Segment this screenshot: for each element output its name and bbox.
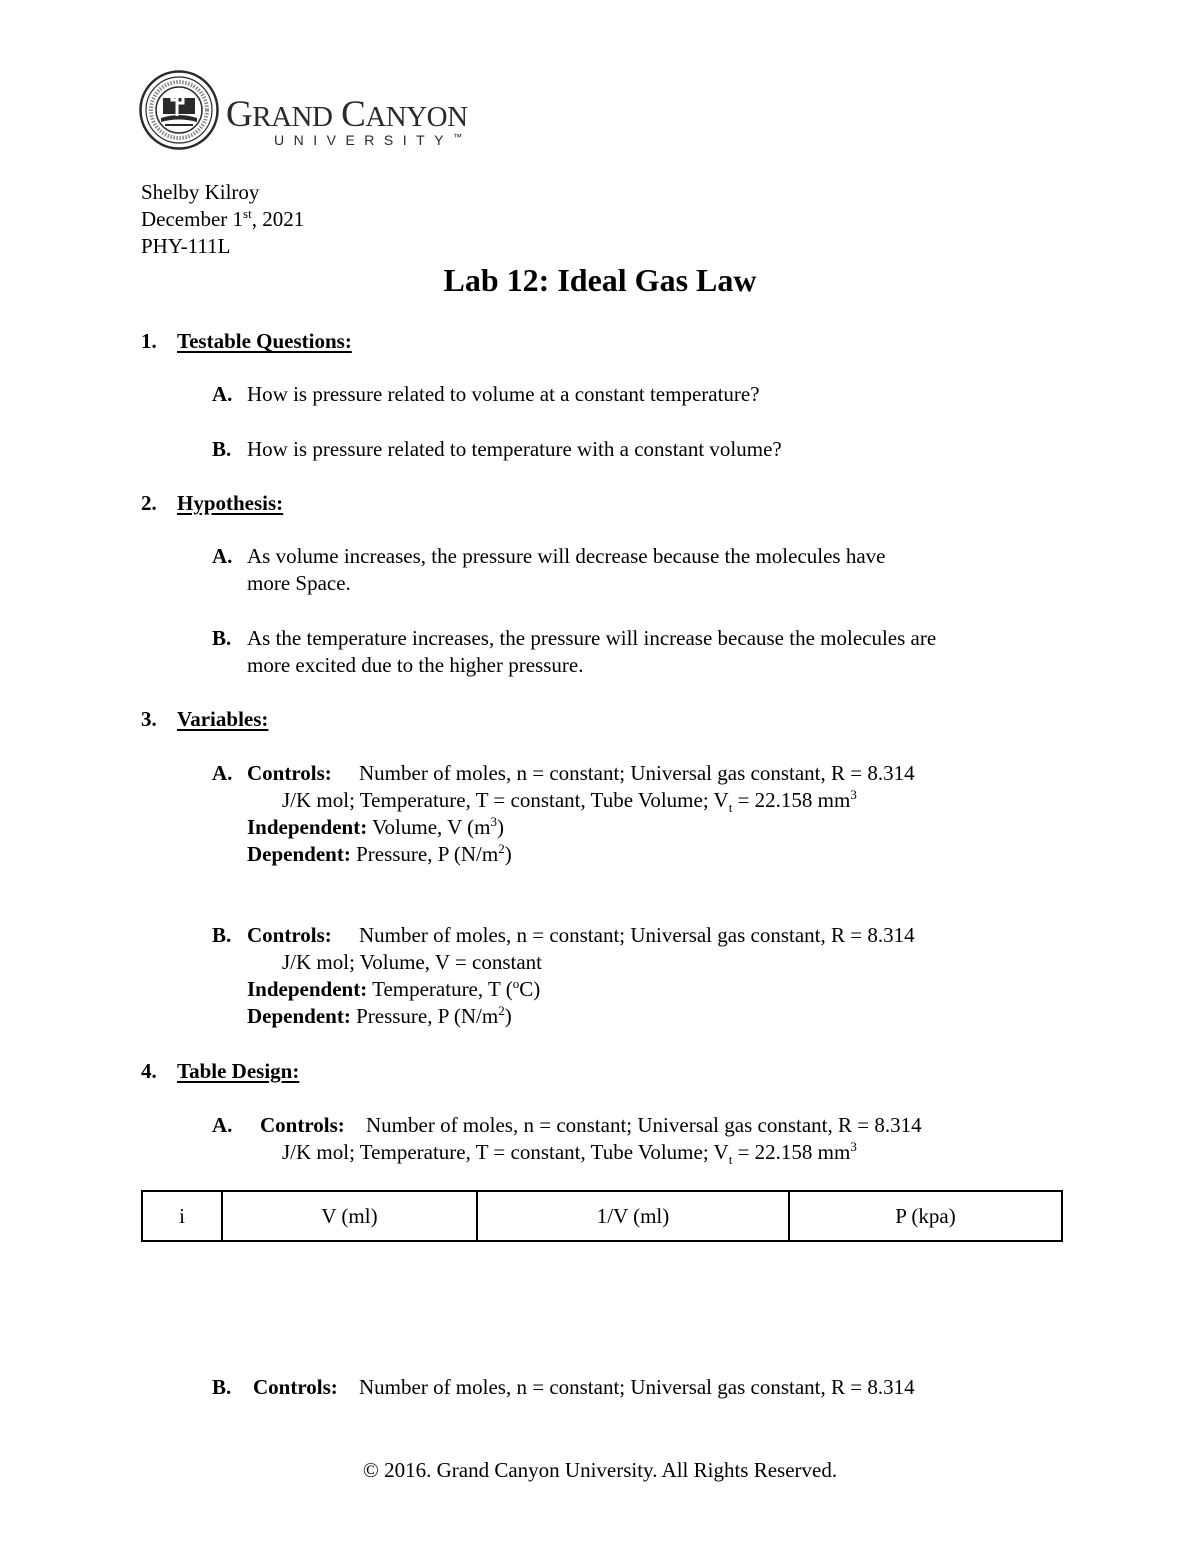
section-3-number: 3. xyxy=(141,707,157,731)
section-4-a-label: A. xyxy=(212,1113,233,1137)
trademark-symbol: ™ xyxy=(453,132,463,142)
wordmark-anyon: ANYON xyxy=(365,101,468,133)
section-3-heading: Variables: xyxy=(177,707,269,731)
section-2-a-line2: more Space. xyxy=(247,571,351,595)
university-logo xyxy=(139,70,499,152)
section-2-a-label: A. xyxy=(212,544,233,568)
section-3-b-controls-label: Controls: xyxy=(247,923,332,947)
section-4-a-controls-label: Controls: xyxy=(260,1113,345,1137)
section-2-b-label: B. xyxy=(212,626,232,650)
page-footer: © 2016. Grand Canyon University. All Rights Reserved. xyxy=(362,1458,838,1482)
section-1-b-label: B. xyxy=(212,437,232,461)
section-4-a-controls-line2: J/K mol; Temperature, T = constant, Tube Volume; $V_t = 22.158$ $mm^3$ xyxy=(282,1139,857,1168)
section-3-b-controls-line1: Number of moles, n = constant; Universal gas constant, R = 8.314 xyxy=(359,923,915,947)
section-3-b-controls-line2: J/K mol; Volume, V = constant xyxy=(282,950,542,974)
table-header-cell: V (ml) xyxy=(222,1191,477,1241)
wordmark-initial-g: G xyxy=(226,94,253,135)
section-2-heading: Hypothesis: xyxy=(177,491,284,515)
section-3-b-label: B. xyxy=(212,923,232,947)
logo-wordmark xyxy=(226,96,468,136)
section-3-a-controls-line1: Number of moles, n = constant; Universal gas constant, R = 8.314 xyxy=(359,761,915,785)
wordmark-rand: RAND xyxy=(252,101,333,133)
data-table xyxy=(141,1190,1063,1242)
wordmark-initial-c: C xyxy=(341,94,366,135)
table-header-row xyxy=(142,1191,1062,1241)
document-date: December 1st, 2021 xyxy=(141,206,305,231)
section-2-number: 2. xyxy=(141,491,157,515)
section-1-heading: Testable Questions: xyxy=(177,329,352,353)
section-3-a-dependent: Dependent: Pressure, P $(N/m^2)$ xyxy=(247,841,512,866)
section-4-b-controls-label: Controls: xyxy=(253,1375,338,1399)
section-2-b-line2: more excited due to the higher pressure. xyxy=(247,653,584,677)
table-header-cell: P (kpa) xyxy=(789,1191,1062,1241)
section-3-a-label: A. xyxy=(212,761,233,785)
section-4-a-controls-line1: Number of moles, n = constant; Universal gas constant, R = 8.314 xyxy=(366,1113,922,1137)
author-name: Shelby Kilroy xyxy=(141,180,260,204)
table-header-cell: 1/V (ml) xyxy=(477,1191,789,1241)
section-3-a-independent: Independent: Volume, V $(m^3)$ xyxy=(247,814,505,839)
section-3-b-dependent: Dependent: Pressure, P $(N/m^2)$ xyxy=(247,1003,512,1028)
section-4-heading: Table Design: xyxy=(177,1059,300,1083)
section-2-a-line1: As volume increases, the pressure will decrease because the molecules have xyxy=(247,544,886,568)
section-4-b-label: B. xyxy=(212,1375,232,1399)
section-4-number: 4. xyxy=(141,1059,157,1083)
table-header-cell: i xyxy=(142,1191,222,1241)
section-3-a-controls-label: Controls: xyxy=(247,761,332,785)
course-code: PHY-111L xyxy=(141,234,231,258)
section-1-a-text: How is pressure related to volume at a constant temperature? xyxy=(247,382,760,406)
section-3-b-independent: Independent: Temperature, T ($^o$C) xyxy=(247,976,541,1001)
section-4-b-controls-line1: Number of moles, n = constant; Universal gas constant, R = 8.314 xyxy=(359,1375,915,1399)
page-title: Lab 12: Ideal Gas Law xyxy=(443,262,757,298)
section-3-a-controls-line2: J/K mol; Temperature, T = constant, Tube Volume; $V_t = 22.158$ $mm^3$ xyxy=(282,787,857,816)
university-seal-icon xyxy=(139,70,219,150)
section-1-a-label: A. xyxy=(212,382,233,406)
logo-university: UNIVERSITY™ xyxy=(274,132,463,148)
section-1-b-text: How is pressure related to temperature with a constant volume? xyxy=(247,437,782,461)
section-1-number: 1. xyxy=(141,329,157,353)
section-2-b-line1: As the temperature increases, the pressure will increase because the molecules are xyxy=(247,626,937,650)
